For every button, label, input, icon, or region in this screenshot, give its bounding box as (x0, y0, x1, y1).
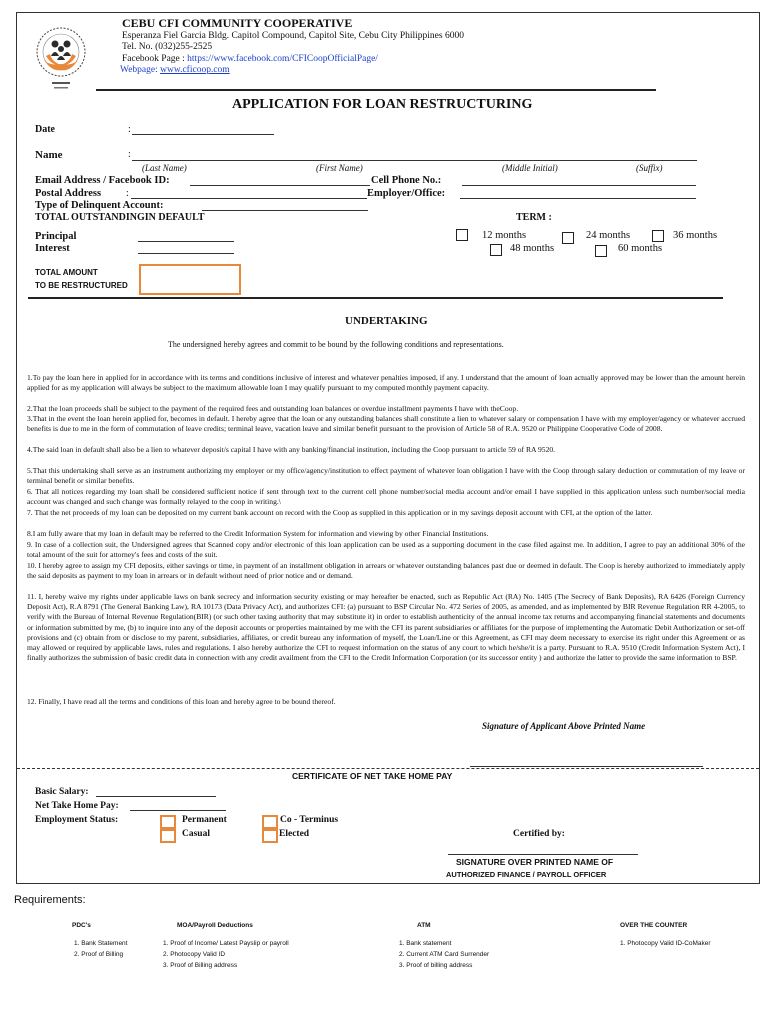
certified-by-label: Certified by: (513, 829, 565, 839)
elected-label: Elected (279, 829, 310, 839)
requirements-moa (163, 920, 289, 971)
permanent-label: Permanent (182, 815, 227, 825)
term-48-label: 48 months (510, 243, 555, 254)
undertaking-item-9: 9. In case of a collection suit, the Undersigned agrees that Scanned copy and/or electronic of this loan application can be used as a supporting document in the case filed against me. In addition, I agree to pay an additional 30% of the total amount of the suit for attorney's fees and costs of the suit. (27, 540, 745, 560)
name-colon: : (128, 149, 131, 160)
term-36-label: 36 months (673, 230, 718, 241)
postal-colon: : (126, 188, 129, 199)
email-field[interactable] (190, 185, 370, 186)
total-amount-label-1: TOTAL AMOUNT (35, 268, 98, 277)
signature-over-label: SIGNATURE OVER PRINTED NAME OF (456, 857, 614, 867)
header-rule (96, 89, 656, 91)
total-outstanding-label: TOTAL OUTSTANDINGIN DEFAULT (35, 212, 205, 223)
term-24-checkbox[interactable] (562, 232, 574, 244)
org-facebook (122, 54, 378, 64)
list-item: 2. Proof of Billing (74, 951, 124, 958)
undertaking-item-11: 11. I, hereby waive my rights under applicable laws on bank secrecy and information security existing or may hereafter be enacted, such as Republic Act (RA) No. 1405 (The Secrecy of Bank Deposits), RA 6426 (Foreign Currency Deposit Act), R.A 8791 (The General Banking Law), RA 10173 (Data Privacy Act), and authorizes CFI: (a) pursuant to BSP Circular No. 472 Series of 2005, as amended, and as implemented by BIR Revenue Regulation RR 4-2005, to verify with the Bureau of Internal Revenue Regulation(BIR) (or such other taxing authority that may substitute it) in order to establish authenticity of the annual income tax returns and accompanying financial statements and documents or information submitted by me, (b) to inquire into any of the deposit accounts or properties maintained by me with the CFI its parent subsidiaries or affiliates for the purpose of implementing the Automatic Debit Authorization or set-off provisions and (c) obtain from or disclose to my parent, subsidiaries, affiliates, or credit bureau any information of myself, the Loan/Line or this Agreement, as CFI may deem necessary to exercise its right under this Agreement or as may allowed or required by applicable laws, rules and regulations. I also hereby authorize the CFI to request information on the status of any court to which he/she/it is a party. Pursuant to R.A. 9510 (Credit Information System Act), I finally authorizes the submission of basic credit data in connection with any credit availment from the CFI to the Credit Information Corporation (or its successor entity ) and authorize the latter to provide the same information to BSP. (27, 592, 745, 663)
term-12-checkbox[interactable] (456, 229, 468, 241)
org-name: CEBU CFI COMMUNITY COOPERATIVE (122, 16, 353, 30)
net-take-home-field[interactable] (130, 810, 226, 811)
date-label: Date (35, 124, 55, 135)
undertaking-item-10: 10. I hereby agree to assign my CFI deposits, either savings or time, in payment of an installment obligation in arrears or whatever outstanding balances past due or deemed in default. The Coop is hereby authorized to immediately apply the said deposits as payment to my loan in arrears or in default without need of prior notice and or demand. (27, 561, 745, 581)
undertaking-item-6: 6. That all notices regarding my loan shall be considered sufficient notice if sent through text to the current cell phone number/social media account and/or email I have supplied in this application unless such number/social media account was changed and such change was formally relayed to the coop in writing.\ (27, 487, 745, 507)
undertaking-title: UNDERTAKING (345, 315, 428, 327)
net-take-home-label: Net Take Home Pay: (35, 801, 119, 811)
list-item: 1. Photocopy Valid ID-CoMaker (620, 940, 711, 947)
principal-field[interactable] (138, 241, 234, 242)
basic-salary-field[interactable] (96, 796, 216, 797)
undertaking-intro: The undersigned hereby agrees and commit to be bound by the following conditions and representations. (168, 340, 504, 349)
email-label: Email Address / Facebook ID: (35, 175, 170, 186)
officer-signature-line[interactable] (448, 854, 638, 855)
term-48-checkbox[interactable] (490, 244, 502, 256)
cfi-logo-icon (32, 22, 90, 96)
certificate-divider (17, 768, 759, 769)
employment-status-label: Employment Status: (35, 815, 119, 825)
undertaking-item-1: 1.To pay the loan here in applied for in accordance with its terms and conditions inclusive of interest and whatever penalties imposed, if any. I understand that the amount of loan actually approved may be lower than the amount herein applied for as my application will always be subject to the maximum allowable loan I may qualify pursuant to my computed monthly payment capacity. (27, 373, 745, 393)
org-webpage (120, 65, 230, 75)
requirements-pdc-heading: PDC's (72, 922, 91, 929)
list-item: 2. Photocopy Valid ID (163, 951, 226, 958)
applicant-signature-label: Signature of Applicant Above Printed Name (482, 721, 646, 731)
list-item: 3. Proof of Billing address (163, 962, 238, 969)
undertaking-item-4: 4.The said loan in default shall also be a lien to whatever deposit/s capital I have with any banking/financial institution, including the Coop pursuant to article 59 of RA 9520. (27, 445, 556, 454)
date-field[interactable] (132, 134, 274, 135)
org-address: Esperanza Fiel Garcia Bldg. Capitol Compound, Capitol Site, Cebu City Philippines 6000 (122, 31, 464, 41)
list-item: 3. Proof of billing address (399, 962, 473, 969)
postal-field[interactable] (131, 198, 367, 199)
requirements-title: Requirements: (14, 894, 86, 906)
employer-label: Employer/Office: (367, 188, 446, 199)
casual-checkbox[interactable] (160, 829, 176, 843)
delinquent-field[interactable] (202, 210, 368, 211)
date-colon: : (128, 124, 131, 135)
requirements-otc (620, 920, 711, 949)
section-rule (28, 297, 723, 299)
permanent-checkbox[interactable] (160, 815, 176, 829)
list-item: 1. Bank Statement (74, 940, 128, 947)
requirements-moa-heading: MOA/Payroll Deductions (177, 922, 253, 929)
term-24-label: 24 months (586, 230, 631, 241)
basic-salary-label: Basic Salary: (35, 787, 89, 797)
list-item: 2. Current ATM Card Surrender (399, 951, 490, 958)
principal-label: Principal (35, 231, 77, 242)
coterminus-label: Co - Terminus (280, 815, 339, 825)
last-name-caption: (Last Name) (142, 163, 187, 173)
term-label: TERM : (516, 212, 552, 223)
undertaking-item-7: 7. That the net proceeds of my loan can be deposited on my current bank account on record with the Coop as supplied in this application or in my savings deposit account with CFI, at the option of the latter. (27, 508, 653, 517)
org-tel: Tel. No. (032)255-2525 (122, 42, 213, 52)
undertaking-item-3: 3.That in the event the loan herein applied for, becomes in default. I hereby agree that the loan or any outstanding balances shall constitute a lien to whatever salary or compensation I have with my employer/agency or whatever accrued benefits is due to me in the form of commutation of leave credits; terminal leave, vacation leave and similar benefit pursuant to the provision of Article 58 of R.A. 9520 or Philippine Cooperative Code of 2008. (27, 414, 745, 434)
requirements-atm-heading: ATM (417, 922, 431, 929)
name-field[interactable] (132, 160, 697, 161)
suffix-caption: (Suffix) (636, 163, 663, 173)
webpage-label: Webpage: (120, 65, 161, 75)
requirements-pdc (74, 920, 127, 960)
webpage-link[interactable]: www.cficoop.com (160, 65, 230, 75)
facebook-label: Facebook Page : (122, 54, 188, 64)
coterminus-checkbox[interactable] (262, 815, 278, 829)
facebook-link[interactable]: https://www.facebook.com/CFICoopOfficialPage/ (187, 54, 378, 64)
first-name-caption: (First Name) (316, 163, 363, 173)
total-amount-field[interactable] (139, 264, 241, 295)
middle-initial-caption: (Middle Initial) (502, 163, 558, 173)
applicant-signature-line[interactable] (470, 766, 703, 767)
postal-label: Postal Address (35, 188, 102, 199)
term-60-checkbox[interactable] (595, 245, 607, 257)
interest-label: Interest (35, 243, 70, 254)
term-12-label: 12 months (482, 230, 527, 241)
list-item: 1. Proof of Income/ Latest Payslip or payroll (163, 940, 289, 947)
form-title: APPLICATION FOR LOAN RESTRUCTURING (232, 97, 533, 112)
undertaking-item-12: 12. Finally, I have read all the terms and conditions of this loan and hereby agree to be bound thereof. (27, 697, 336, 706)
cell-label: Cell Phone No.: (371, 175, 442, 186)
total-amount-label-2: TO BE RESTRUCTURED (35, 281, 128, 290)
delinquent-label: Type of Delinquent Account: (35, 200, 164, 211)
casual-label: Casual (182, 829, 210, 839)
employer-field[interactable] (460, 198, 696, 199)
authorized-officer-label: AUTHORIZED FINANCE / PAYROLL OFFICER (446, 870, 607, 879)
cell-field[interactable] (462, 185, 696, 186)
undertaking-item-2: 2.That the loan proceeds shall be subject to the payment of the required fees and outstanding loan balances or overdue installment payments I have with theCoop. (27, 404, 519, 413)
requirements-otc-heading: OVER THE COUNTER (620, 922, 688, 929)
elected-checkbox[interactable] (262, 829, 278, 843)
term-36-checkbox[interactable] (652, 230, 664, 242)
term-60-label: 60 months (618, 243, 663, 254)
undertaking-item-8: 8.I am fully aware that my loan in default may be referred to the Credit Information System for information and viewing by other Financial Institutions. (27, 529, 489, 538)
name-label: Name (35, 149, 63, 161)
requirements-atm (399, 920, 489, 971)
certificate-title: CERTIFICATE OF NET TAKE HOME PAY (292, 771, 453, 781)
list-item: 1. Bank statement (399, 940, 452, 947)
interest-field[interactable] (138, 253, 234, 254)
undertaking-item-5: 5.That this undertaking shall serve as an instrument authorizing my employer or my office/agency/institution to effect payment of whatever loan obligation I have with the Coop through salary deduction or commutation of my leave or terminal benefit or similar benefits. (27, 466, 745, 486)
